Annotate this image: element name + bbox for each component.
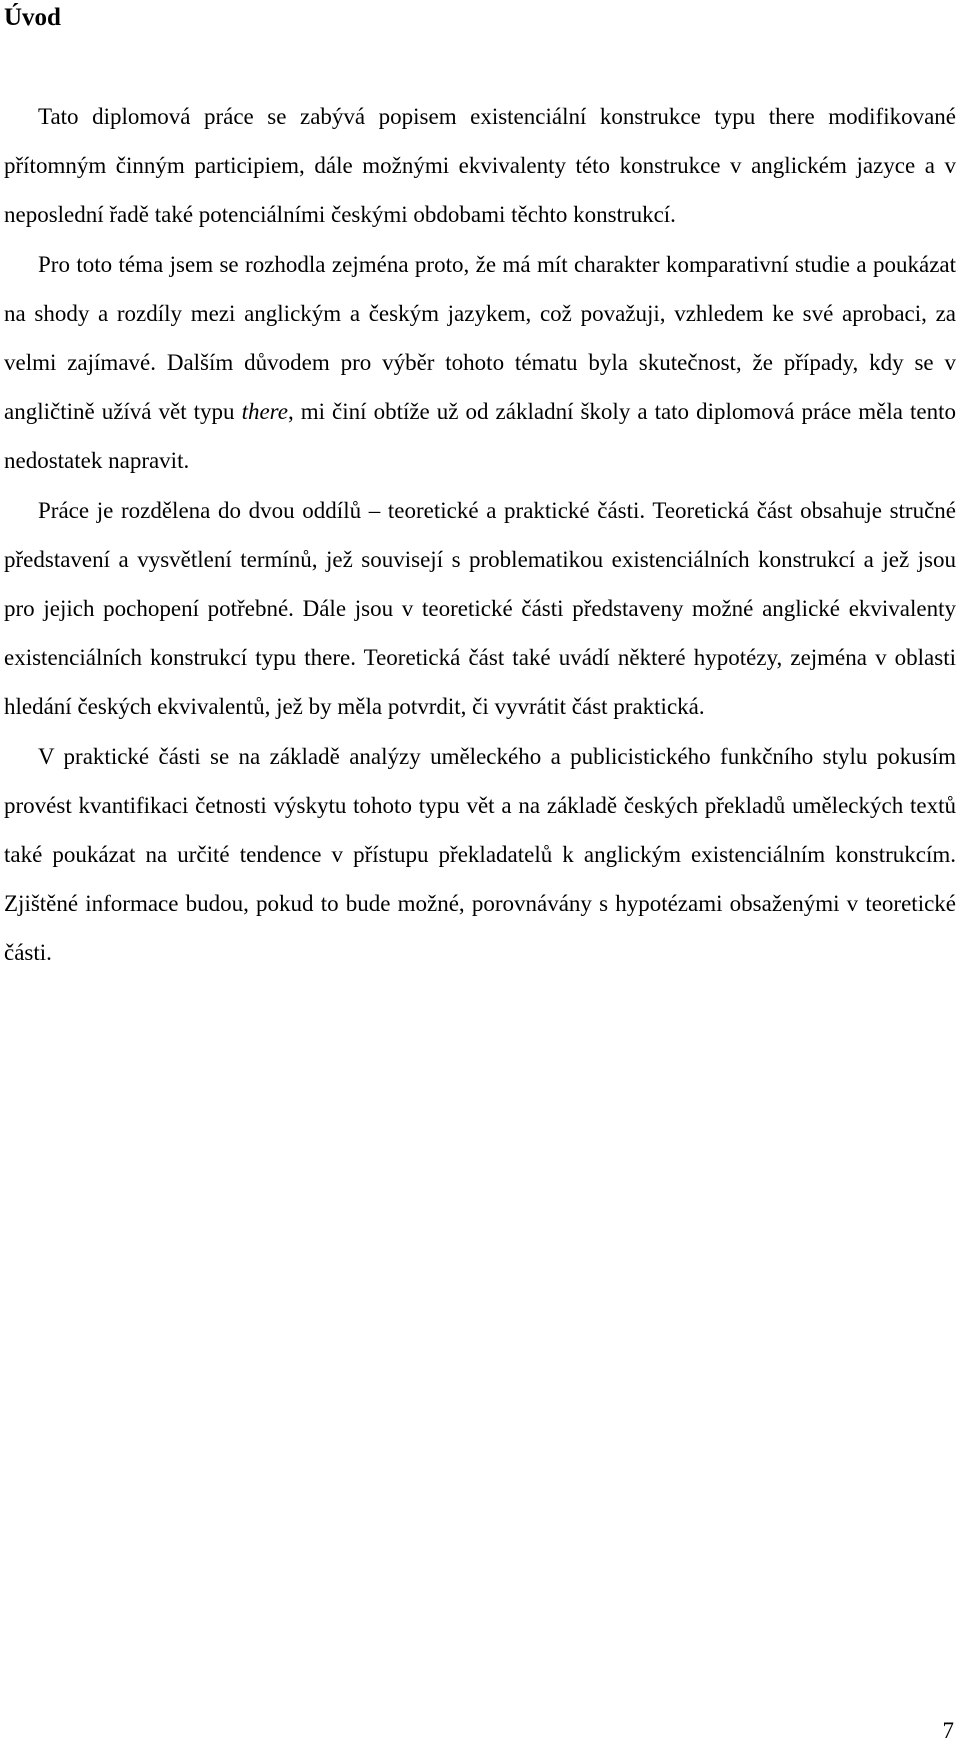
paragraph-1 <box>4 92 956 240</box>
body-text <box>4 92 956 978</box>
page-number: 7 <box>942 1718 954 1743</box>
paragraph-2-italic-term: there <box>241 399 288 425</box>
paragraph-3 <box>4 486 956 732</box>
paragraph-1-text: Tato diplomová práce se zabývá popisem existenciální konstrukce typu there modifikované přítomným činným participiem, dále možnými ekvivalenty této konstrukce v anglickém jazyce a v neposlední řadě také potenciálními českými obdobami těchto konstrukcí. <box>4 104 956 228</box>
paragraph-2-text-end: , mi činí obtíže už od základní školy a tato diplomová práce měla tento nedostatek napravit. <box>4 399 957 474</box>
paragraph-3-text: Práce je rozdělena do dvou oddílů – teoretické a praktické části. Teoretická část obsahuje stručné představení a vysvětlení termínů, jež souvisejí s problematikou existenciálních konstrukcí a jež jsou pro jejich pochopení potřebné. Dále jsou v teoretické části představeny možné anglické ekvivalenty existenciálních konstrukcí typu there. Teoretická část také uvádí některé hypotézy, zejména v oblasti hledání českých ekvivalentů, jež by měla potvrdit, či vyvrátit část praktická. <box>4 497 956 720</box>
section-heading: Úvod <box>4 4 61 31</box>
paragraph-4 <box>4 732 956 978</box>
paragraph-4-text: V praktické části se na základě analýzy uměleckého a publicistického funkčního stylu pokusím provést kvantifikaci četnosti výskytu tohoto typu vět a na základě českých překladů uměleckých textů také poukázat na určité tendence v přístupu překladatelů k anglickým existenciálním konstrukcím. Zjištěné informace budou, pokud to bude možné, porovnávány s hypotézami obsaženými v teoretické části. <box>4 743 956 966</box>
paragraph-2-text-start: Pro toto téma jsem se rozhodla zejména proto, že má mít charakter komparativní studie a poukázat na shody a rozdíly mezi anglickým a českým jazykem, což považuji, vzhledem ke své aprobaci, za velmi zajímavé. Dalším důvodem pro výběr tohoto tématu byla skutečnost, že případy, kdy se v angličtině užívá vět typu <box>4 251 956 425</box>
paragraph-2 <box>4 240 956 486</box>
